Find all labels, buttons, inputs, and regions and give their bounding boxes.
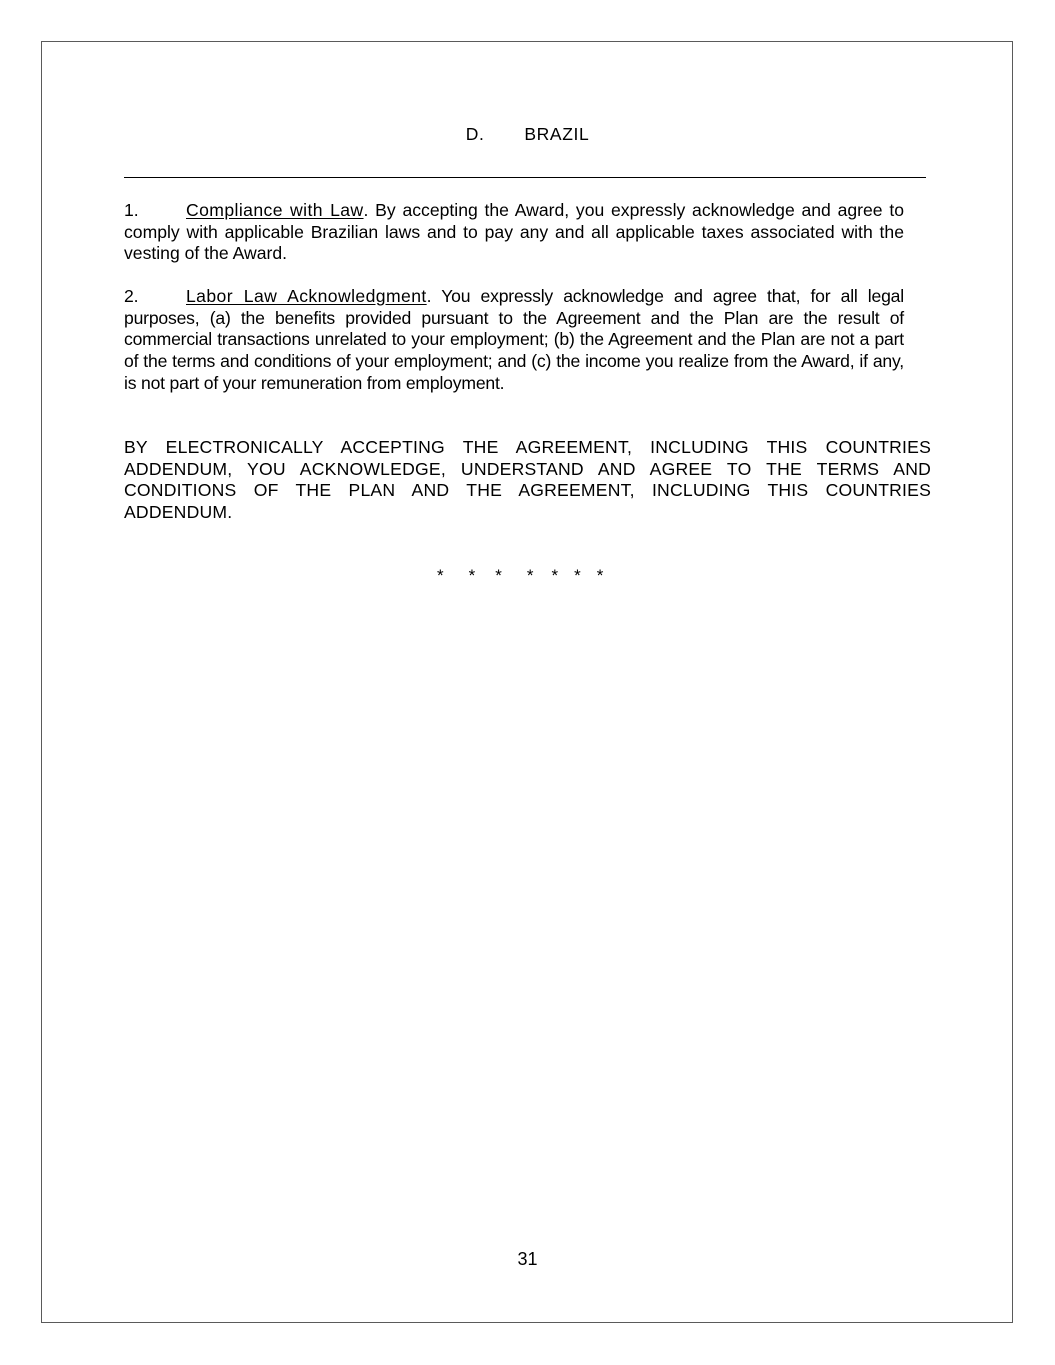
separator-star: * <box>574 566 581 585</box>
section-heading <box>0 124 1055 145</box>
closing-statement: BY ELECTRONICALLY ACCEPTING THE AGREEMENT, INCLUDING THIS COUNTRIES ADDENDUM, YOU ACKNOWLEDGE, UNDERSTAND AND AGREE TO THE TERMS AND CONDITIONS OF THE PLAN AND THE AGREEMENT, INCLUDING THIS COUNTRIES ADDENDUM. <box>124 437 931 523</box>
separator-star: * <box>437 566 444 585</box>
page-number: 31 <box>517 1249 538 1269</box>
star-separator <box>437 566 603 586</box>
paragraph-body: . By accepting the Award, you expressly acknowledge and agree to comply with applicable Brazilian laws and to pay any and all applicable taxes associated with the vesting of the Award. <box>124 200 904 264</box>
separator-star: * <box>596 566 604 585</box>
paragraph-body: . You expressly acknowledge and agree that, for all legal purposes, (a) the benefits provided pursuant to the Agreement and the Plan are the result of commercial transactions unrelated to your employment; (b) the Agreement and the Plan are not a part of the terms and conditions of your employment; and (c) the income you realize from the Award, if any, is not part of your remuneration from employment. <box>124 286 904 393</box>
paragraph-number: 2. <box>124 286 139 306</box>
paragraph-compliance-with-law <box>124 200 904 265</box>
separator-star: * <box>551 566 559 585</box>
section-country: BRAZIL <box>524 124 590 144</box>
paragraph-number: 1. <box>124 200 139 220</box>
separator-star: * <box>526 566 534 585</box>
section-letter: D. <box>465 124 485 144</box>
paragraph-title: Compliance with Law <box>186 200 364 220</box>
paragraph-labor-law-acknowledgment <box>124 286 904 395</box>
separator-star: * <box>495 566 502 585</box>
paragraph-title: Labor Law Acknowledgment <box>186 286 427 306</box>
heading-divider <box>124 177 926 178</box>
separator-star: * <box>468 566 476 585</box>
